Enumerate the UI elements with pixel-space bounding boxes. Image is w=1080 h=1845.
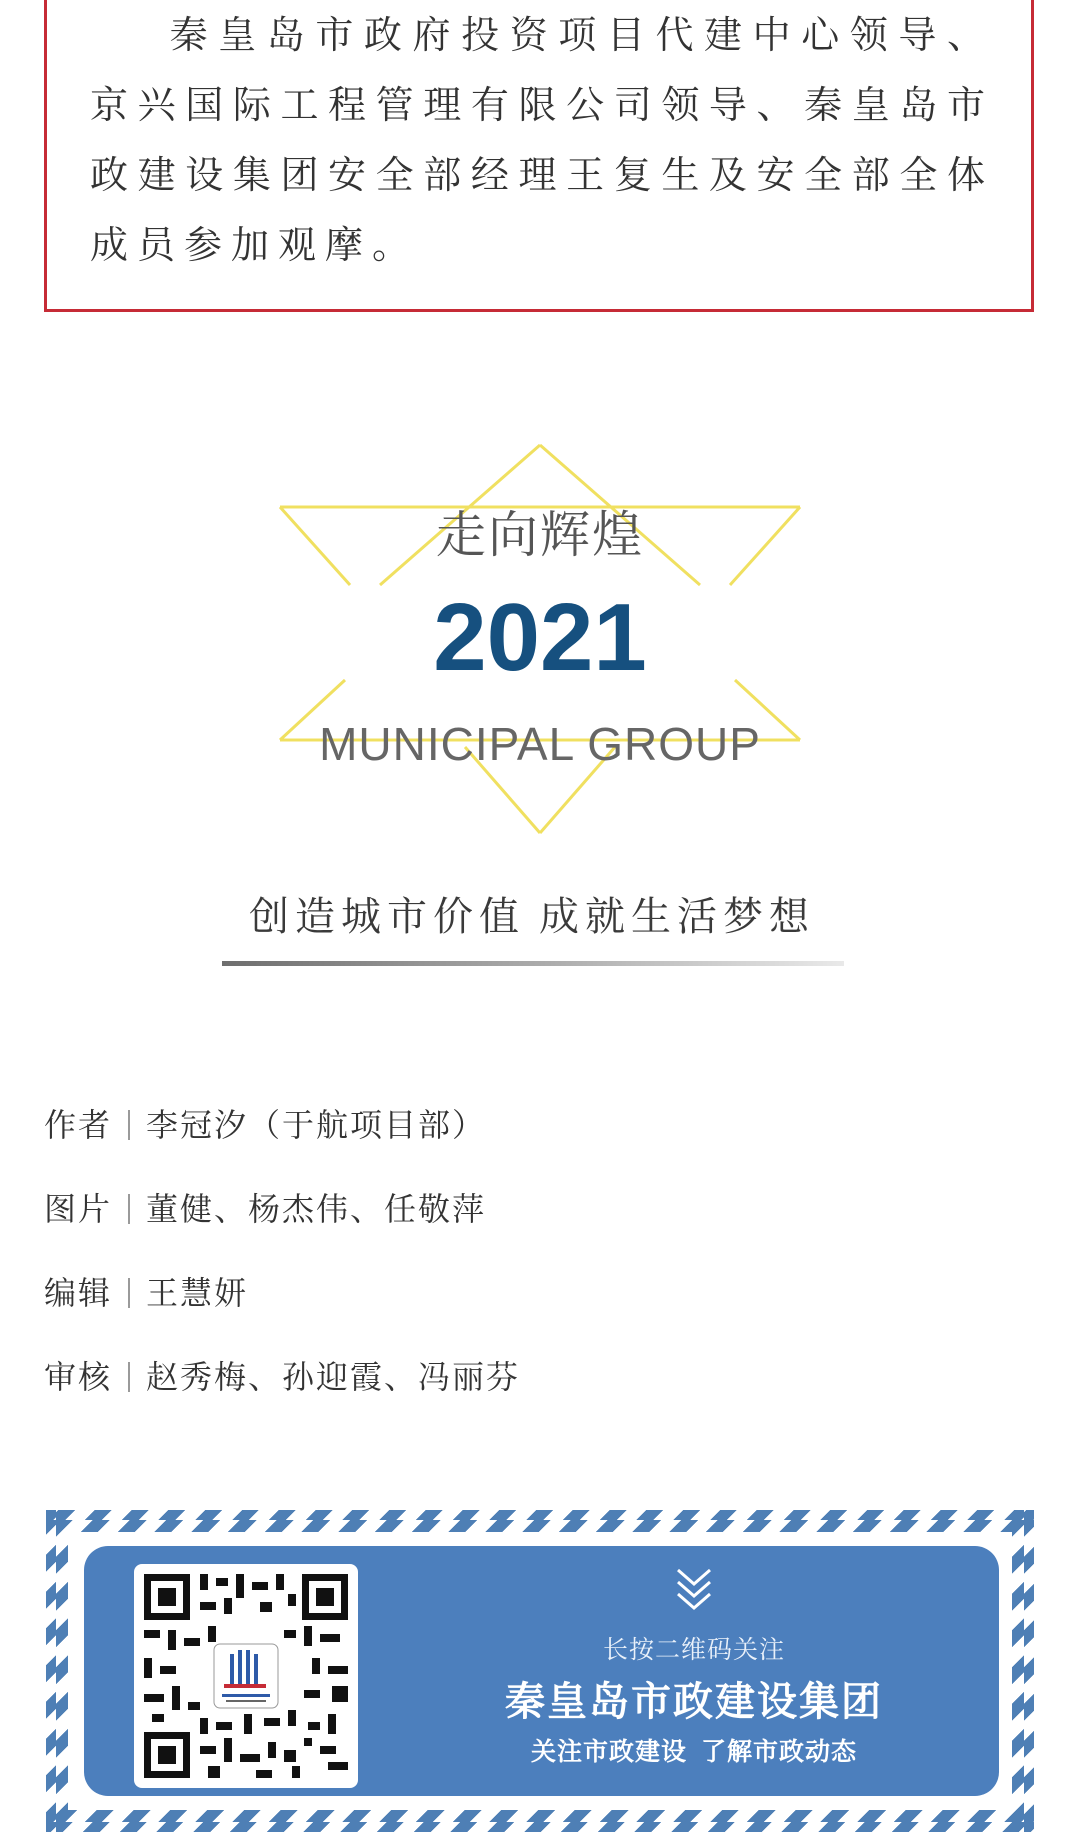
qr-code[interactable] bbox=[134, 1564, 358, 1788]
credit-separator bbox=[128, 1362, 130, 1392]
organization-tagline bbox=[414, 1732, 974, 1768]
organization-name: 秦皇岛市政建设集团 bbox=[505, 1679, 883, 1725]
banner-text bbox=[414, 1546, 974, 1796]
tagline-part-2: 了解市政动态 bbox=[701, 1737, 858, 1766]
credit-row-author bbox=[44, 1100, 1024, 1184]
credit-value: 王慧妍 bbox=[146, 1274, 249, 1312]
emblem bbox=[270, 435, 810, 845]
tagline-part-1: 关注市政建设 bbox=[530, 1737, 687, 1766]
credit-value: 李冠汐（于航项目部） bbox=[146, 1106, 487, 1144]
credit-label: 审核 bbox=[44, 1358, 113, 1396]
follow-banner bbox=[84, 1546, 999, 1796]
credit-separator bbox=[128, 1194, 130, 1224]
slogan bbox=[222, 885, 842, 942]
credit-row-editor bbox=[44, 1268, 1024, 1352]
credit-row-reviewer bbox=[44, 1352, 1024, 1436]
slogan-underline bbox=[222, 961, 844, 966]
intro-paragraph bbox=[90, 0, 994, 280]
year-label: 2021 bbox=[433, 584, 647, 691]
slogan-part-1: 创造城市价值 bbox=[249, 894, 525, 940]
motto-chinese: 走向辉煌 bbox=[436, 506, 644, 564]
chevron-down-icon bbox=[674, 1566, 714, 1614]
credit-label: 图片 bbox=[44, 1190, 113, 1228]
credit-separator bbox=[128, 1278, 130, 1308]
credit-row-photos bbox=[44, 1184, 1024, 1268]
credit-value: 赵秀梅、孙迎霞、冯丽芬 bbox=[146, 1358, 521, 1396]
slogan-part-2: 成就生活梦想 bbox=[539, 894, 815, 940]
credit-label: 作者 bbox=[44, 1106, 113, 1144]
credit-value: 董健、杨杰伟、任敬萍 bbox=[146, 1190, 487, 1228]
credit-separator bbox=[128, 1110, 130, 1140]
intro-text: 秦皇岛市政府投资项目代建中心领导、京兴国际工程管理有限公司领导、秦皇岛市政建设集团安全部经理王复生及安全部全体成员参加观摩。 bbox=[90, 13, 994, 267]
motto-english: MUNICIPAL GROUP bbox=[319, 718, 761, 770]
scan-hint: 长按二维码关注 bbox=[602, 1635, 785, 1664]
credit-label: 编辑 bbox=[44, 1274, 113, 1312]
credits bbox=[44, 1100, 1024, 1436]
qr-code-icon bbox=[144, 1574, 348, 1778]
